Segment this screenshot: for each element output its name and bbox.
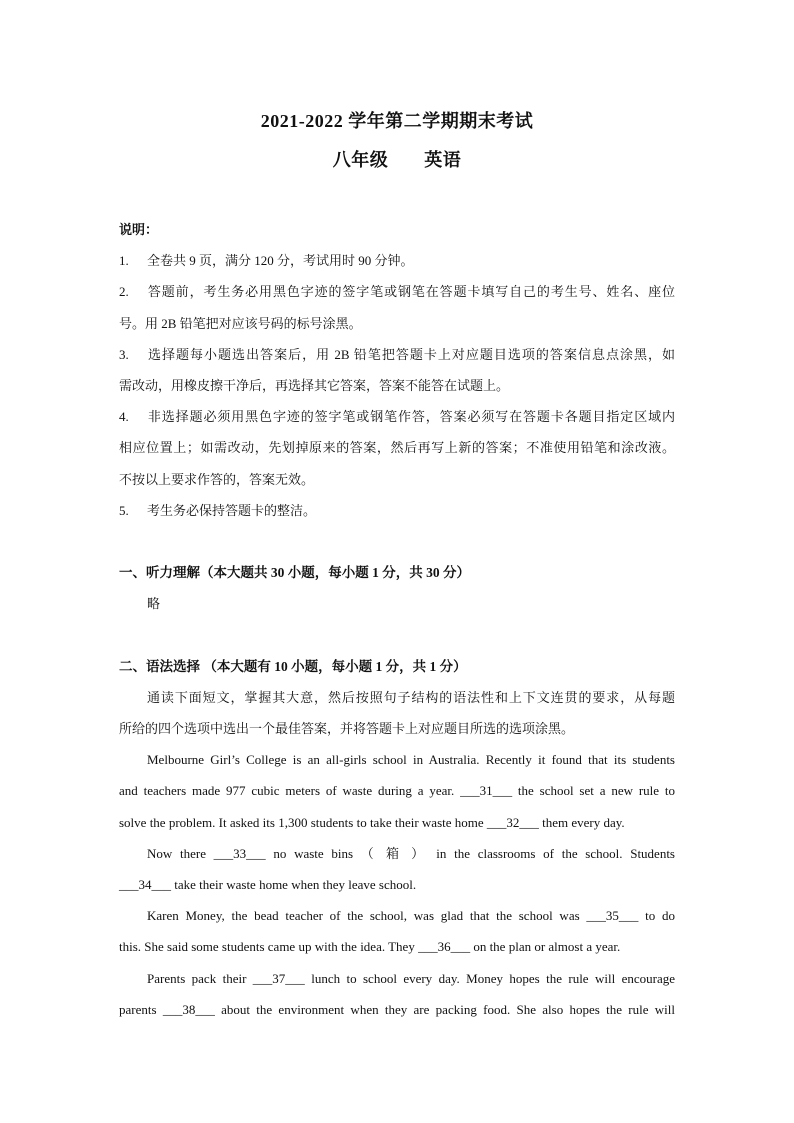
instruction-continuation: 号。用 2B 铅笔把对应该号码的标号涂黑。 (119, 315, 362, 331)
instruction-text: 选择题每小题选出答案后，用 2B 铅笔把答题卡上对应题目选项的答案信息点涂黑，如 (147, 346, 675, 362)
exam-title: 2021-2022 学年第二学期期末考试 (260, 111, 534, 131)
instruction-item-3 (119, 339, 675, 370)
instruction-item-1 (119, 245, 675, 276)
exam-content (119, 214, 675, 1025)
instruction-item-4 (119, 401, 675, 432)
passage-line: solve the problem. It asked its 1,300 students to take their waste home ___32___ them every day. (119, 814, 625, 830)
passage-line: ___34___ take their waste home when they leave school. (119, 876, 417, 892)
instruction-item-2 (119, 276, 675, 307)
passage-line: Parents pack their ___37___ lunch to school every day. Money hopes the rule will encourage (147, 970, 675, 986)
section-2-title: 二、语法选择 （本大题有 10 小题，每小题 1 分，共 1 分） (119, 658, 467, 674)
instruction-number: 1. (119, 253, 129, 269)
passage-line: parents ___38___ about the environment when they are packing food. She also hopes the rule will (119, 1001, 675, 1017)
instruction-text: 答题前，考生务必用黑色字迹的签字笔或钢笔在答题卡填写自己的考生号、姓名、座位 (147, 284, 675, 300)
instructions-heading: 说明： (119, 222, 159, 237)
instruction-continuation: 相应位置上；如需改动，先划掉原来的答案，然后再写上新的答案；不准使用铅笔和涂改液。 (119, 440, 675, 456)
passage-line: Melbourne Girl’s College is an all-girls school in Australia. Recently it found that its students (147, 752, 675, 768)
instruction-number: 2. (119, 284, 129, 300)
instruction-number: 4. (119, 409, 129, 425)
grade-label: 八年级 (332, 150, 389, 170)
section-1-title: 一、听力理解（本大题共 30 小题，每小题 1 分，共 30 分） (119, 565, 470, 581)
section-1-note: 略 (147, 596, 161, 612)
subject-label: 英语 (424, 150, 462, 170)
instruction-number: 5. (119, 502, 129, 518)
passage-line: Now there ___33___ no waste bins （ 箱 ） in the classrooms of the school. Students (147, 845, 675, 861)
instruction-text: 全卷共 9 页，满分 120 分，考试用时 90 分钟。 (147, 253, 414, 269)
instruction-continuation: 需改动，用橡皮擦干净后，再选择其它答案，答案不能答在试题上。 (119, 377, 510, 393)
passage-line: Karen Money, the bead teacher of the school, was glad that the school was ___35___ to do (147, 908, 675, 924)
instruction-item-5 (119, 495, 675, 526)
section-2-directions: 通读下面短文，掌握其大意，然后按照句子结构的语法性和上下文连贯的要求，从每题 (147, 689, 675, 705)
instruction-text: 非选择题必须用黑色字迹的签字笔或钢笔作答，答案必须写在答题卡各题目指定区域内 (147, 409, 675, 425)
section-2-directions: 所给的四个选项中选出一个最佳答案，并将答题卡上对应题目所选的选项涂黑。 (119, 721, 575, 736)
passage-line: and teachers made 977 cubic meters of waste during a year. ___31___ the school set a new rule to (119, 783, 675, 799)
instruction-number: 3. (119, 346, 129, 362)
instruction-continuation: 不按以上要求作答的，答案无效。 (119, 471, 315, 487)
exam-subtitle (0, 146, 794, 172)
instruction-text: 考生务必保持答题卡的整洁。 (147, 502, 317, 518)
passage-line: this. She said some students came up with the idea. They ___36___ on the plan or almost a year. (119, 939, 621, 955)
